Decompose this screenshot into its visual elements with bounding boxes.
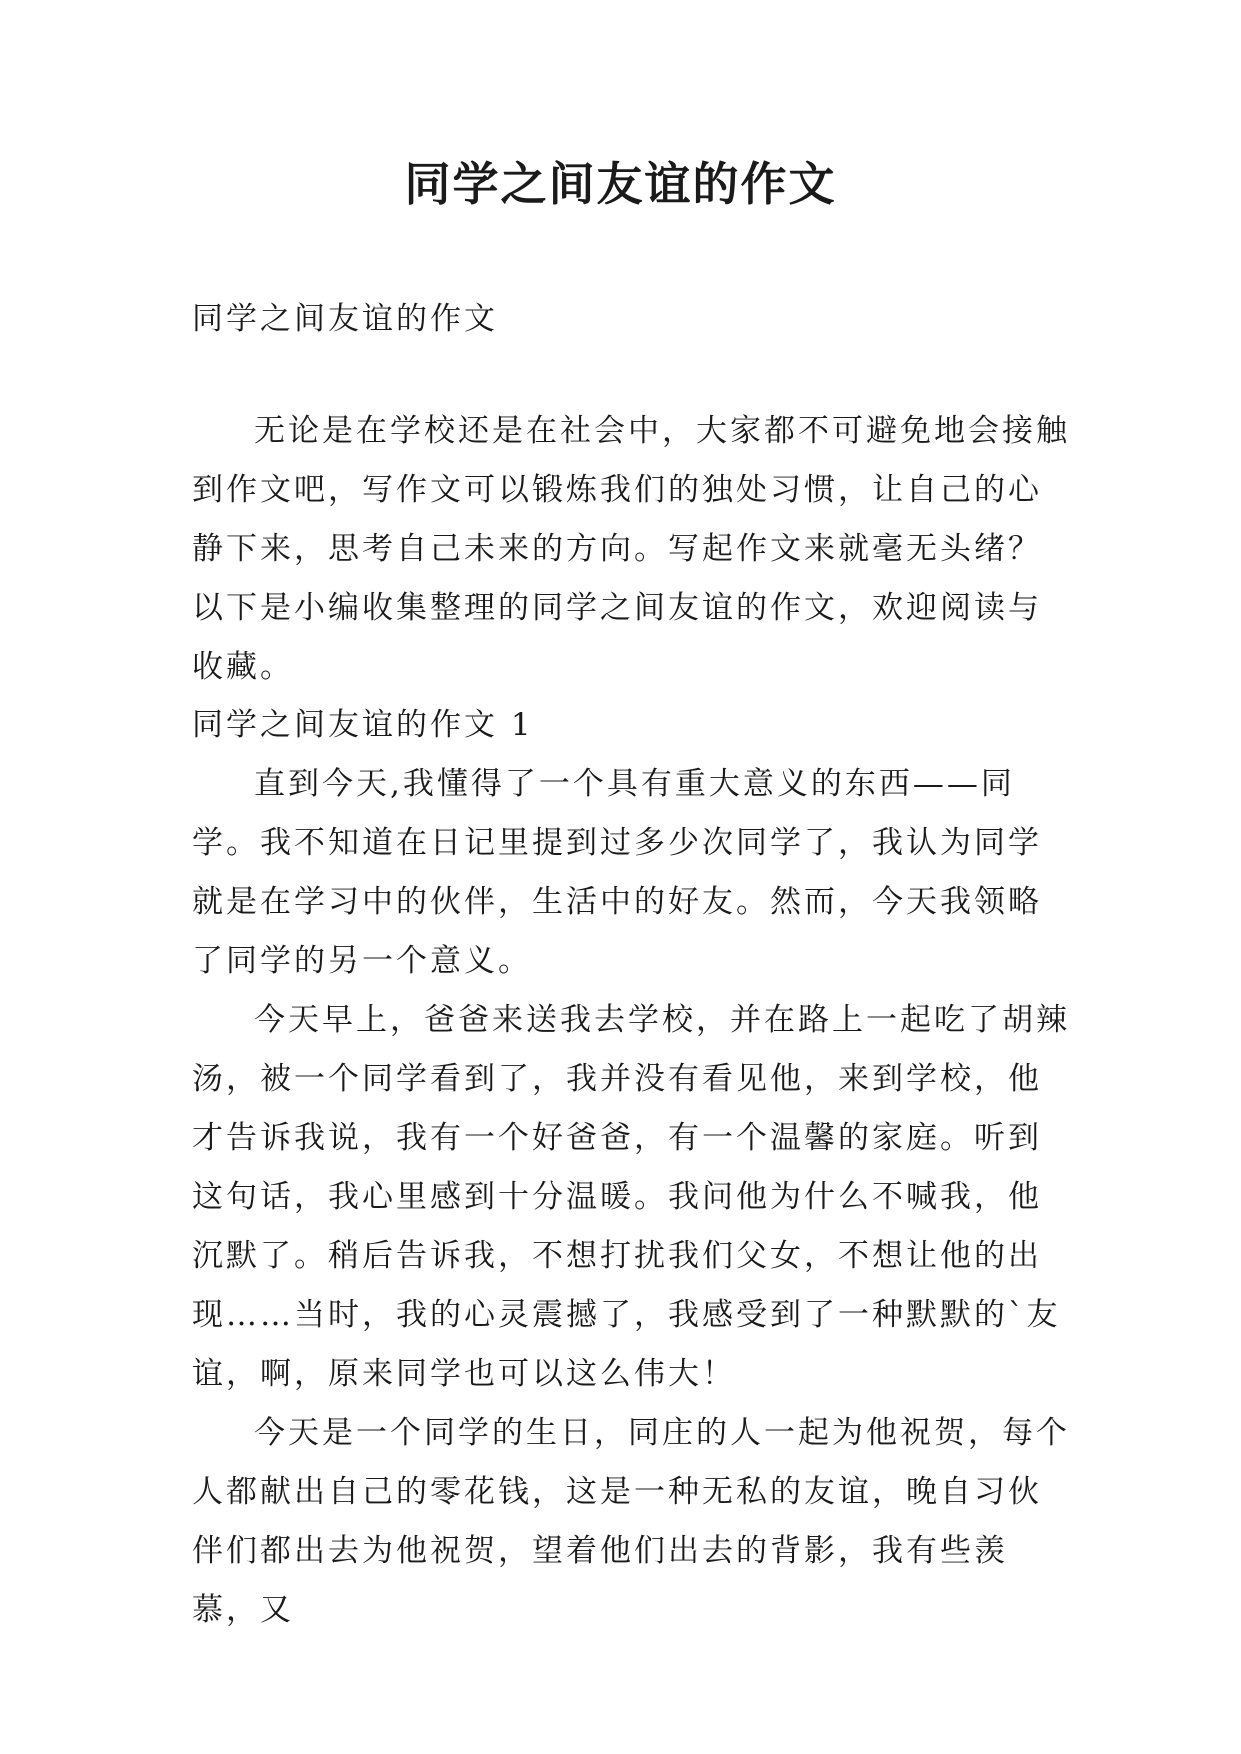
intro-paragraph: 无论是在学校还是在社会中，大家都不可避免地会接触到作文吧，写作文可以锻炼我们的独处习惯，让自己的心静下来，思考自己未来的方向。写起作文来就毫无头绪？以下是小编收集整理的同学之间友谊的作文，欢迎阅读与收藏。 (192, 413, 1070, 685)
document-subtitle: 同学之间友谊的作文 (192, 301, 498, 337)
essay-paragraph-2: 今天早上，爸爸来送我去学校，并在路上一起吃了胡辣汤，被一个同学看到了，我并没有看见他，来到学校，他才告诉我说，我有一个好爸爸，有一个温馨的家庭。听到这句话，我心里感到十分温暖。我问他为什么不喊我，他沉默了。稍后告诉我，不想打扰我们父女，不想让他的出现……当时，我的心灵震撼了，我感受到了一种默默的`友谊，啊，原来同学也可以这么伟大！ (192, 1002, 1070, 1392)
section-heading: 同学之间友谊的作文 1 (192, 707, 534, 743)
essay-section-1 (192, 696, 1072, 1640)
document-title: 同学之间友谊的作文 (404, 157, 837, 211)
essay-paragraph-3: 今天是一个同学的生日，同庄的人一起为他祝贺，每个人都献出自己的零花钱，这是一种无私的友谊，晚自习伙伴们都出去为他祝贺，望着他们出去的背影，我有些羡慕，又 (192, 1415, 1070, 1628)
essay-paragraph-1: 直到今天,我懂得了一个具有重大意义的东西——同学。我不知道在日记里提到过多少次同学了，我认为同学就是在学习中的伙伴，生活中的好友。然而，今天我领略了同学的另一个意义。 (192, 766, 1042, 979)
